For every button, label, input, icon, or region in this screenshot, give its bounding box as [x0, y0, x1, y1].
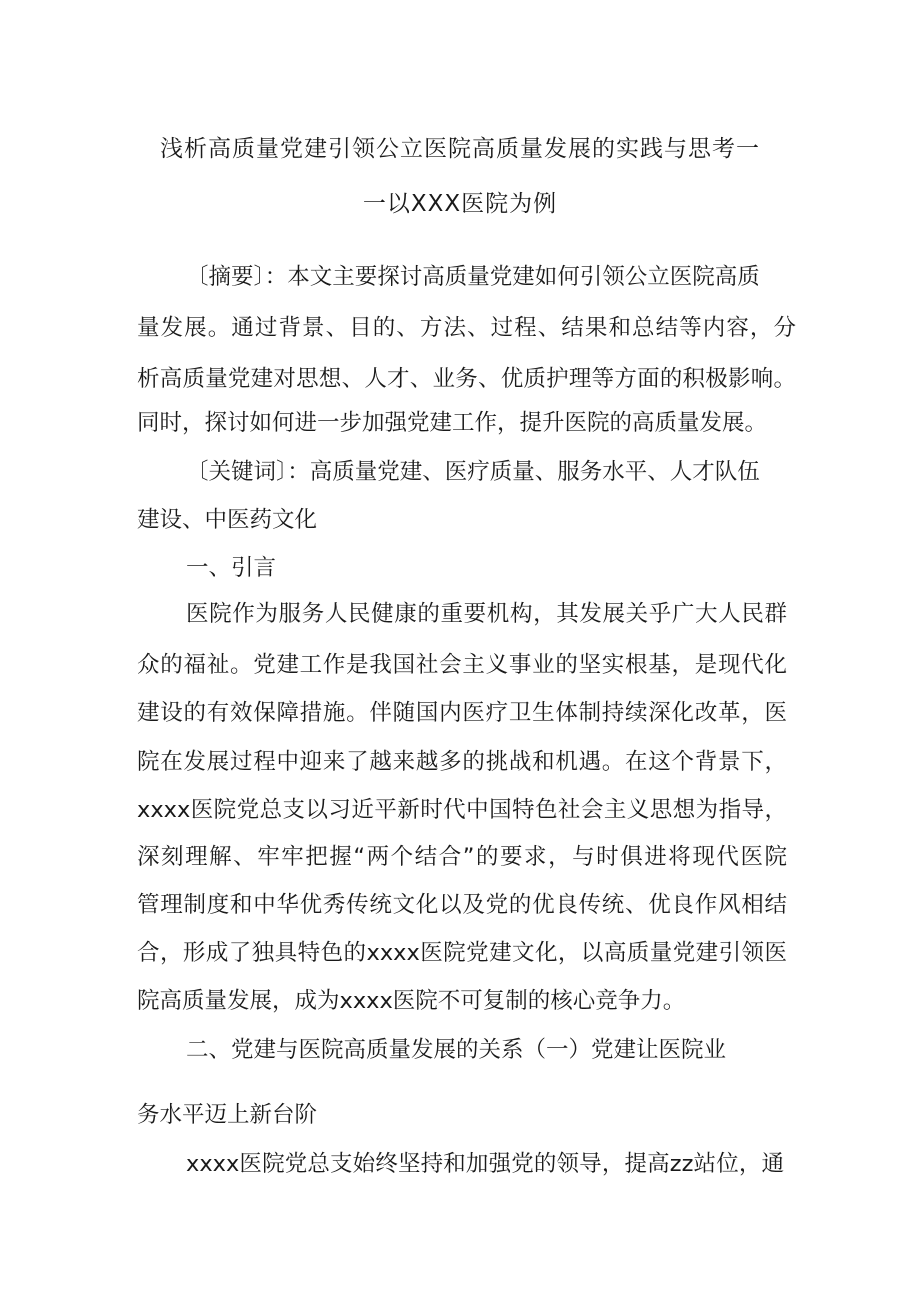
- abstract-line: 同时，探讨如何进一步加强党建工作，提升医院的高质量发展。: [137, 410, 768, 436]
- paragraph-line: 建设的有效保障措施。伴随国内医疗卫生体制持续深化改革，医: [137, 700, 787, 726]
- paragraph-line: 众的福祉。党建工作是我国社会主义事业的坚实根基，是现代化: [137, 652, 787, 678]
- paragraph-line: 院在发展过程中迎来了越来越多的挑战和机遇。在这个背景下，: [137, 749, 787, 775]
- abstract-line: 〔摘要〕：本文主要探讨高质量党建如何引领公立医院高质: [186, 264, 760, 290]
- paragraph-line: 合，形成了独具特色的xxxx医院党建文化，以高质量党建引领医: [137, 940, 787, 966]
- paragraph-line: 院高质量发展，成为xxxx医院不可复制的核心竞争力。: [137, 988, 686, 1014]
- abstract-line: 析高质量党建对思想、人才、业务、优质护理等方面的积极影响。: [137, 366, 796, 392]
- document-title: 浅析高质量党建引领公立医院高质量发展的实践与思考一: [160, 136, 760, 162]
- paragraph-line: xxxx医院党总支始终坚持和加强党的领导，提高zz站位，通: [186, 1151, 784, 1177]
- section-heading: 一、引言: [186, 555, 277, 581]
- paragraph-line: 深刻理解、牢牢把握“两个结合”的要求，与时俱进将现代医院: [137, 844, 787, 870]
- paragraph-line: 管理制度和中华优秀传统文化以及党的优良传统、优良作风相结: [137, 892, 787, 918]
- document-subtitle: 一以XXX医院为例: [362, 191, 558, 217]
- section-heading: 二、党建与医院高质量发展的关系（一）党建让医院业: [186, 1037, 727, 1063]
- keywords-line: 〔关键词〕：高质量党建、医疗质量、服务水平、人才队伍: [186, 459, 760, 485]
- section-heading: 务水平迈上新台阶: [137, 1102, 318, 1128]
- paragraph-line: xxxx医院党总支以习近平新时代中国特色社会主义思想为指导，: [137, 797, 787, 823]
- abstract-line: 量发展。通过背景、目的、方法、过程、结果和总结等内容，分: [137, 315, 796, 341]
- keywords-line: 建设、中医药文化: [137, 507, 318, 533]
- paragraph-line: 医院作为服务人民健康的重要机构，其发展关乎广大人民群: [186, 601, 787, 627]
